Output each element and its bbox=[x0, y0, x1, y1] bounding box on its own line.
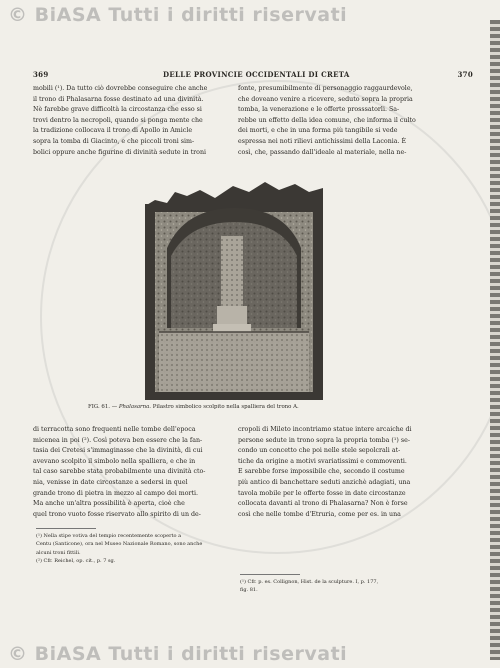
page-number-right: 370 bbox=[457, 70, 473, 79]
caption-prefix: FIG. 61. — bbox=[88, 404, 119, 410]
figure-throne-relief bbox=[145, 178, 323, 400]
scan-edge-strip bbox=[490, 20, 500, 660]
footnotes-right: (¹) Cfr. p. es. Collignon, Hist. de la sculpture. I, p. 177, fig. 81. bbox=[240, 579, 379, 594]
text-column-top-left: mobili (¹). Da tutto ciò dovrebbe conseguire che anche il trono di Phalasarna fosse destinato ad una divinità. Nè farebbe grave difficoltà la circostanza che esso si trovi dentro la necropoli, quando si ponga mente che la tradizione collocava il trono di Apollo in Amicle sopra la tomba di Giacinto, e che piccoli troni sim- bolici oppure anche figurine di divinità sedute in troni bbox=[33, 85, 208, 156]
caption-text: Pilastro simbolico scolpito nella spalliera del trono A. bbox=[151, 404, 299, 410]
watermark-bottom: © BiASA Tutti i diritti riservati bbox=[8, 643, 348, 665]
text-column-bottom-left: di terracotta sono frequenti nelle tombe dell'epoca micenea in poi (²). Così poteva ben essere che la fan- tasia dei Cretesi s'immaginasse che la divinità, di cui avevano scolpito il simbolo nella spalliera, e che in tal caso sarebbe stata probabilmente una divinità cto- nia, venisse in date circostanze a sedersi in quel grande trono di pietra in mezzo al campo dei morti. Ma anche un'altra possibilità è aperta, cioè che quel trono vuoto fosse riservato allo spirito di un de- bbox=[33, 426, 206, 518]
running-header bbox=[33, 70, 473, 84]
footnote-rule-right bbox=[240, 574, 300, 575]
text-column-top-right: fonte, presumibilmente di personaggio raggaurdevole, che doveano venire a ricevere, seduto sopra la propria tomba, la venerazione e le offerte prosssatorli. Sa- rebbe un effetto della idea comune, che informa il culto dei morti, e che in una forma più tangibile si vede espressa nei noti rilievi antichissimi della Laconia. È così, che, passando dall'ideale al materiale, nella ne- bbox=[238, 85, 416, 156]
caption-place: Phalasarna. bbox=[118, 404, 152, 410]
watermark-top: © BiASA Tutti i diritti riservati bbox=[8, 4, 348, 26]
page-number-left: 369 bbox=[33, 70, 49, 79]
running-title: DELLE PROVINCIE OCCIDENTALI DI CRETA bbox=[163, 70, 350, 79]
text-column-bottom-right: cropoli di Mileto incontriamo statue intere arcaiche di persone sedute in trono sopra la propria tomba (¹) se- condo un concetto che poi nelle stele sepolcrali at- tiche da origine a motivi svariatissimi e commoventi. E sarebbe forse impossibile che, secondo il costume più antico di banchettare seduti anzichè adagiati, una tavola mobile per le offerte fosse in date circostanze collocata davanti al trono di Phalasarna? Non è forse così che nelle tombe d'Etruria, come per es. in una bbox=[238, 426, 412, 518]
footnote-rule-left bbox=[36, 528, 96, 529]
footnotes-left: (¹) Nella stipe votiva del tempio recentemente scoperto a Centu (Santicone), ora nel Museo Nazionale Romano, sono anche alcuni troni fittili. (²) Cfr. Reichel, op. cit., p. 7 sg. bbox=[36, 533, 203, 564]
figure-caption bbox=[88, 404, 388, 410]
